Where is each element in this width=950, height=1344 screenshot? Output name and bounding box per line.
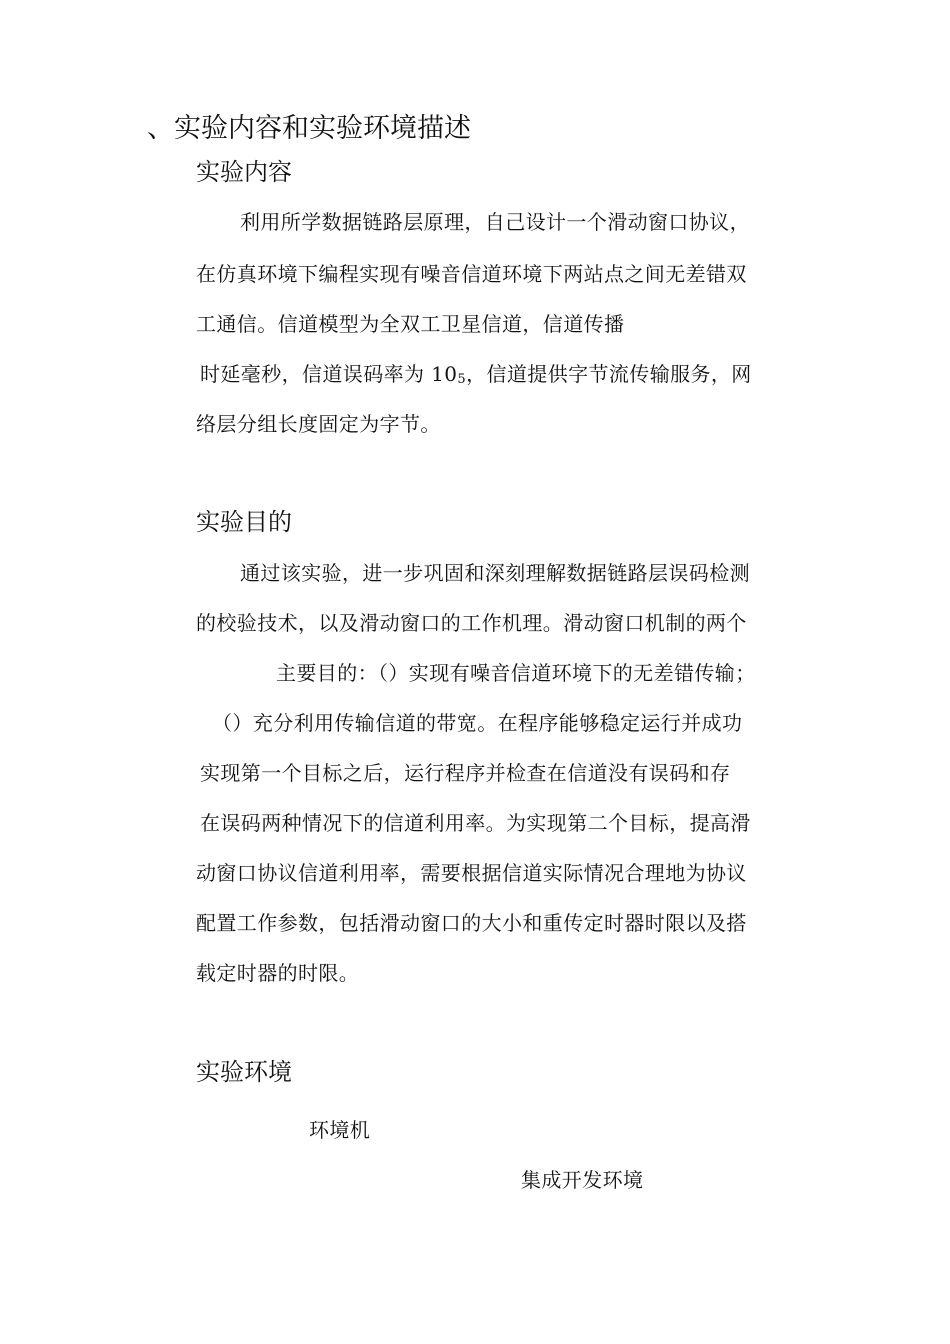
content-line-2: 在仿真环境下编程实现有噪音信道环境下两站点之间无差错双 <box>196 262 747 286</box>
purpose-line-9: 载定时器的时限。 <box>196 961 360 985</box>
error-rate-exponent: 5 <box>457 372 467 387</box>
purpose-line-5: 实现第一个目标之后，运行程序并检查在信道没有误码和存 <box>200 761 731 785</box>
environment-machine: 环境机 <box>309 1118 371 1142</box>
purpose-line-7: 动窗口协议信道利用率，需要根据信道实际情况合理地为协议 <box>196 861 747 885</box>
content-heading: 实验内容 <box>196 158 292 186</box>
content-line-4-head: 时延毫秒，信道误码率为 10 <box>200 362 458 386</box>
purpose-line-2: 的校验技术，以及滑动窗口的工作机理。滑动窗口机制的两个 <box>196 611 747 635</box>
purpose-heading: 实验目的 <box>196 508 292 536</box>
content-line-3: 工通信。信道模型为全双工卫星信道，信道传播 <box>196 312 625 336</box>
section-title: 、实验内容和实验环境描述 <box>147 113 471 144</box>
content-line-4 <box>200 364 752 386</box>
content-line-1: 利用所学数据链路层原理，自己设计一个滑动窗口协议， <box>240 210 750 234</box>
purpose-line-3: 主要目的：（）实现有噪音信道环境下的无差错传输； <box>276 661 756 685</box>
content-line-5: 络层分组长度固定为字节。 <box>196 412 441 436</box>
purpose-line-6: 在误码两种情况下的信道利用率。为实现第二个目标，提高滑 <box>200 811 751 835</box>
environment-ide: 集成开发环境 <box>521 1168 644 1192</box>
content-line-4-tail: ，信道提供字节流传输服务，网 <box>466 362 752 386</box>
purpose-line-4: （）充分利用传输信道的带宽。在程序能够稳定运行并成功 <box>212 711 743 735</box>
purpose-line-8: 配置工作参数，包括滑动窗口的大小和重传定时器时限以及搭 <box>196 911 747 935</box>
environment-heading: 实验环境 <box>196 1058 292 1086</box>
purpose-line-1: 通过该实验，进一步巩固和深刻理解数据链路层误码检测 <box>240 561 750 585</box>
